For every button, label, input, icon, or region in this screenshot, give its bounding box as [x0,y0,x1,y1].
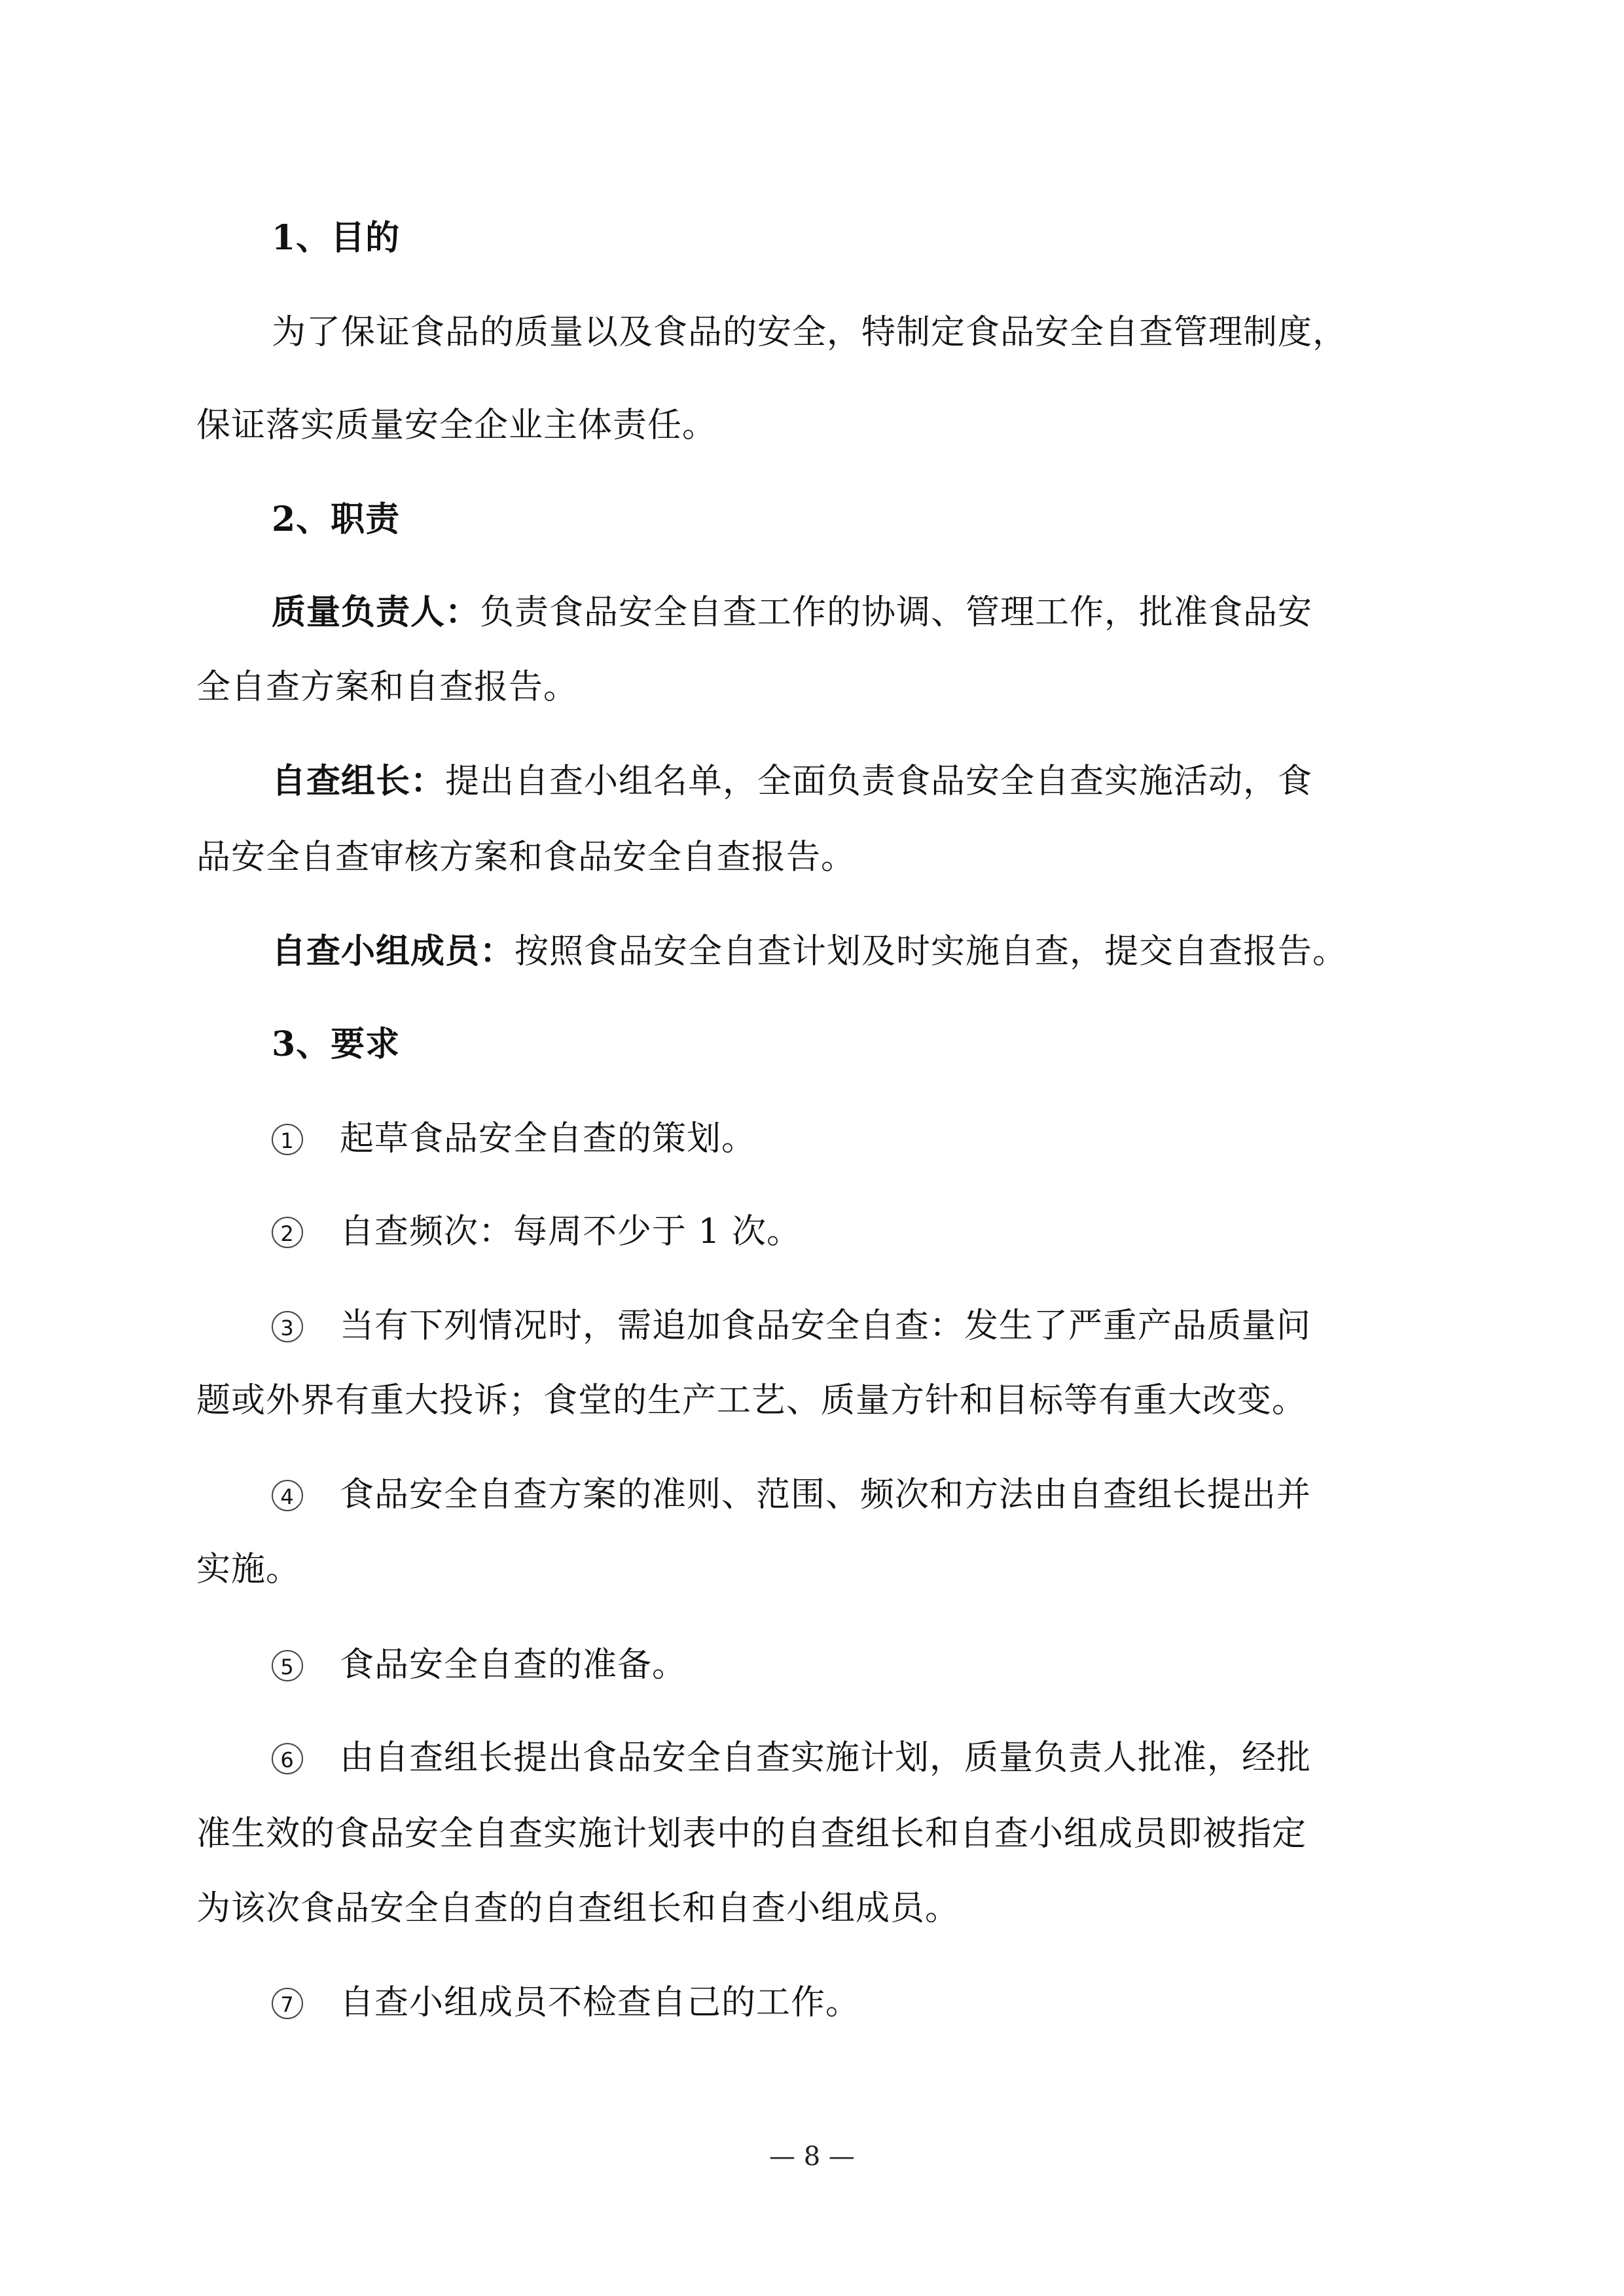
requirement-item-1-text: 起草食品安全自查的策划。 [340,1119,757,1158]
requirement-item-6-text-line-2: 准生效的食品安全自查实施计划表中的自查组长和自查小组成员即被指定 [196,1814,1307,1854]
requirement-item-3-text-line-2: 题或外界有重大投诉；食堂的生产工艺、质量方针和目标等有重大改变。 [196,1381,1307,1420]
requirement-item-6-text-line-3: 为该次食品安全自查的自查组长和自查小组成员。 [196,1889,960,1928]
circled-number-2: 2 [272,1217,303,1248]
requirement-item-3 [272,1306,1311,1346]
duty-term-group-member: 自查小组成员： [272,931,515,971]
duty-term-group-leader: 自查组长： [272,761,446,801]
requirement-item-3-text-line-1: 当有下列情况时，需追加食品安全自查：发生了严重产品质量问 [340,1306,1312,1346]
requirement-item-7 [272,1983,860,2022]
circled-number-3: 3 [272,1311,303,1342]
requirement-item-4 [272,1475,1311,1515]
duty-text-group-leader: 提出自查小组名单，全面负责食品安全自查实施活动，食 [445,762,1313,801]
requirement-item-4-text-line-2: 实施。 [196,1550,301,1589]
requirement-item-1 [272,1119,756,1158]
duty-quality-head-line-1 [272,593,1312,632]
duty-group-leader-line-1 [272,762,1312,801]
requirement-item-2-text: 自查频次：每周不少于 1 次。 [340,1212,802,1251]
requirement-item-5 [272,1645,687,1685]
duty-term-quality-head: 质量负责人： [272,592,480,632]
circled-number-5: 5 [272,1650,303,1681]
requirement-item-6-text-line-1: 由自查组长提出食品安全自查实施计划，质量负责人批准，经批 [340,1738,1312,1778]
requirement-item-2 [272,1212,801,1251]
requirement-item-7-text: 自查小组成员不检查自己的工作。 [340,1983,861,2022]
circled-number-6: 6 [272,1743,303,1774]
requirement-item-5-text: 食品安全自查的准备。 [340,1645,687,1685]
section-heading-duties: 2、职责 [272,499,401,539]
purpose-text-line-1: 为了保证食品的质量以及食品的安全，特制定食品安全自查管理制度， [272,313,1348,352]
circled-number-7: 7 [272,1988,303,2019]
duty-group-member-line-1 [272,932,1347,971]
purpose-text-line-2: 保证落实质量安全企业主体责任。 [196,406,717,445]
requirement-item-6 [272,1738,1311,1778]
circled-number-4: 4 [272,1480,303,1511]
duty-quality-head-line-2: 全自查方案和自查报告。 [196,668,579,707]
section-heading-purpose: 1、目的 [272,218,401,258]
circled-number-1: 1 [272,1124,303,1155]
page-number: — 8 — [769,2142,855,2172]
requirement-item-4-text-line-1: 食品安全自查方案的准则、范围、频次和方法由自查组长提出并 [340,1475,1312,1515]
section-heading-requirements: 3、要求 [272,1024,401,1064]
duty-text-group-member: 按照食品安全自查计划及时实施自查，提交自查报告。 [514,932,1348,971]
duty-group-leader-line-2: 品安全自查审核方案和食品安全自查报告。 [196,838,856,877]
duty-text-quality-head: 负责食品安全自查工作的协调、管理工作，批准食品安 [480,593,1313,632]
